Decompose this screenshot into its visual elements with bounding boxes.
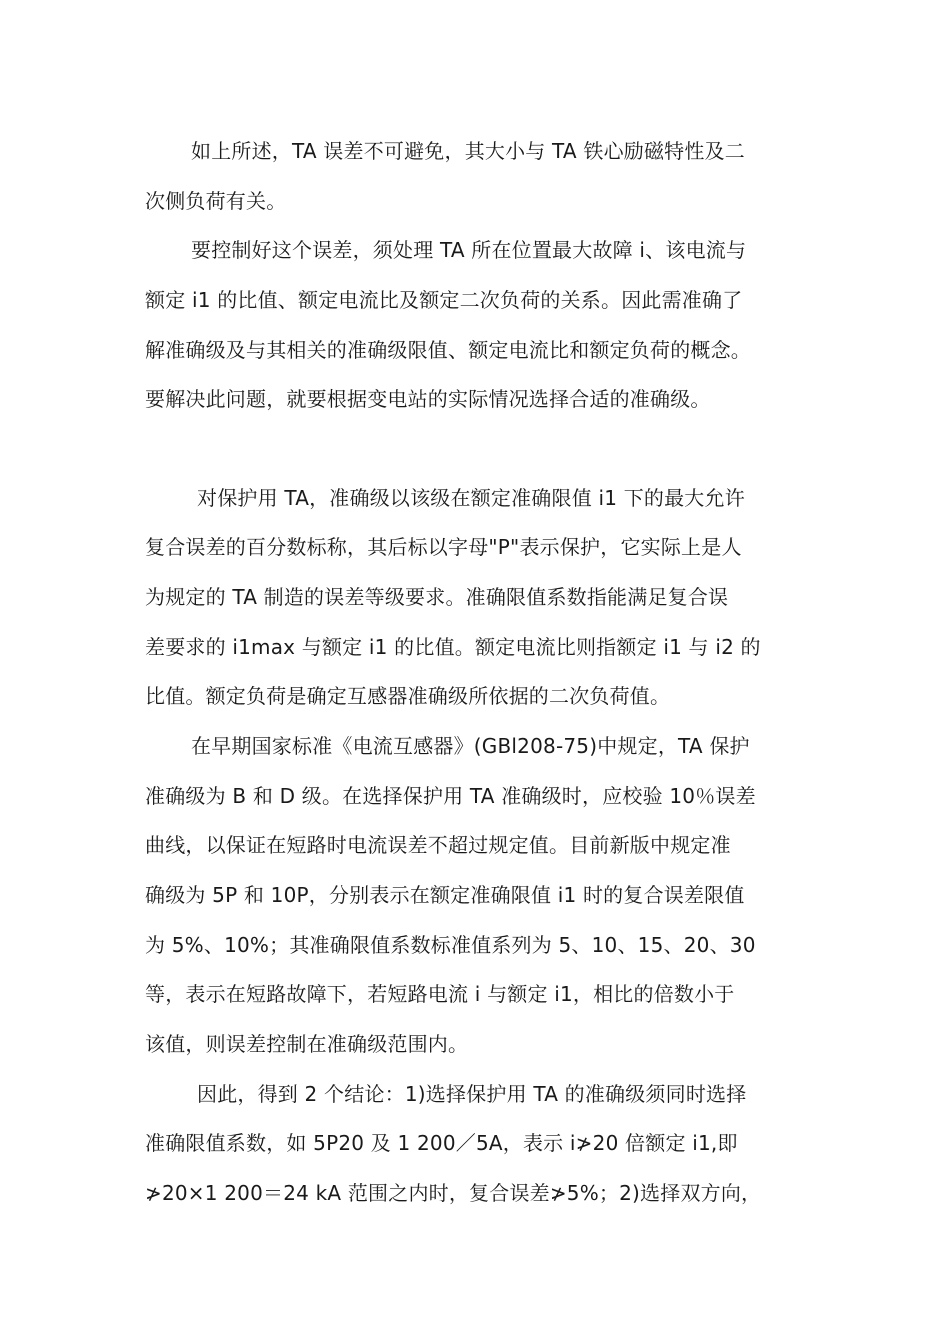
paragraph-4-line-5: 为 5%、10%；其准确限值系数标准值系列为 5、10、15、20、30 [145, 933, 756, 957]
paragraph-4-line-2: 准确级为 B 和 D 级。在选择保护用 TA 准确级时，应校验 10％误差 [145, 784, 756, 808]
paragraph-2-line-3: 解准确级及与其相关的准确级限值、额定电流比和额定负荷的概念。 [145, 338, 751, 362]
paragraph-1-line-2: 次侧负荷有关。 [145, 189, 287, 213]
paragraph-4-line-1: 在早期国家标准《电流互感器》(GBl208-75)中规定，TA 保护 [191, 734, 750, 758]
paragraph-5-line-3: ≯20×1 200＝24 kA 范围之内时，复合误差≯5%；2)选择双方向， [145, 1181, 762, 1205]
paragraph-4-line-7: 该值，则误差控制在准确级范围内。 [145, 1032, 469, 1056]
paragraph-4-line-3: 曲线，以保证在短路时电流误差不超过规定值。目前新版中规定准 [145, 833, 731, 857]
paragraph-1-line-1: 如上所述，TA 误差不可避免，其大小与 TA 铁心励磁特性及二 [191, 139, 745, 163]
paragraph-2-line-4: 要解决此问题，就要根据变电站的实际情况选择合适的准确级。 [145, 387, 711, 411]
paragraph-3-line-3: 为规定的 TA 制造的误差等级要求。准确限值系数指能满足复合误 [145, 585, 729, 609]
paragraph-3-line-4: 差要求的 i1max 与额定 i1 的比值。额定电流比则指额定 i1 与 i2 的 [145, 635, 761, 659]
paragraph-3-line-2: 复合误差的百分数标称，其后标以字母"P"表示保护，它实际上是人 [145, 535, 742, 559]
paragraph-3-line-1: 对保护用 TA，准确级以该级在额定准确限值 i1 下的最大允许 [197, 486, 745, 510]
paragraph-5-line-2: 准确限值系数，如 5P20 及 1 200／5A，表示 i≯20 倍额定 i1,即 [145, 1131, 738, 1155]
paragraph-5-line-1: 因此，得到 2 个结论：1)选择保护用 TA 的准确级须同时选择 [197, 1082, 747, 1106]
paragraph-2-line-2: 额定 i1 的比值、额定电流比及额定二次负荷的关系。因此需准确了 [145, 288, 743, 312]
paragraph-4-line-4: 确级为 5P 和 10P，分别表示在额定准确限值 i1 时的复合误差限值 [145, 883, 745, 907]
paragraph-2-line-1: 要控制好这个误差，须处理 TA 所在位置最大故障 i、该电流与 [191, 238, 747, 262]
paragraph-4-line-6: 等，表示在短路故障下，若短路电流 i 与额定 i1，相比的倍数小于 [145, 982, 735, 1006]
paragraph-3-line-5: 比值。额定负荷是确定互感器准确级所依据的二次负荷值。 [145, 684, 671, 708]
